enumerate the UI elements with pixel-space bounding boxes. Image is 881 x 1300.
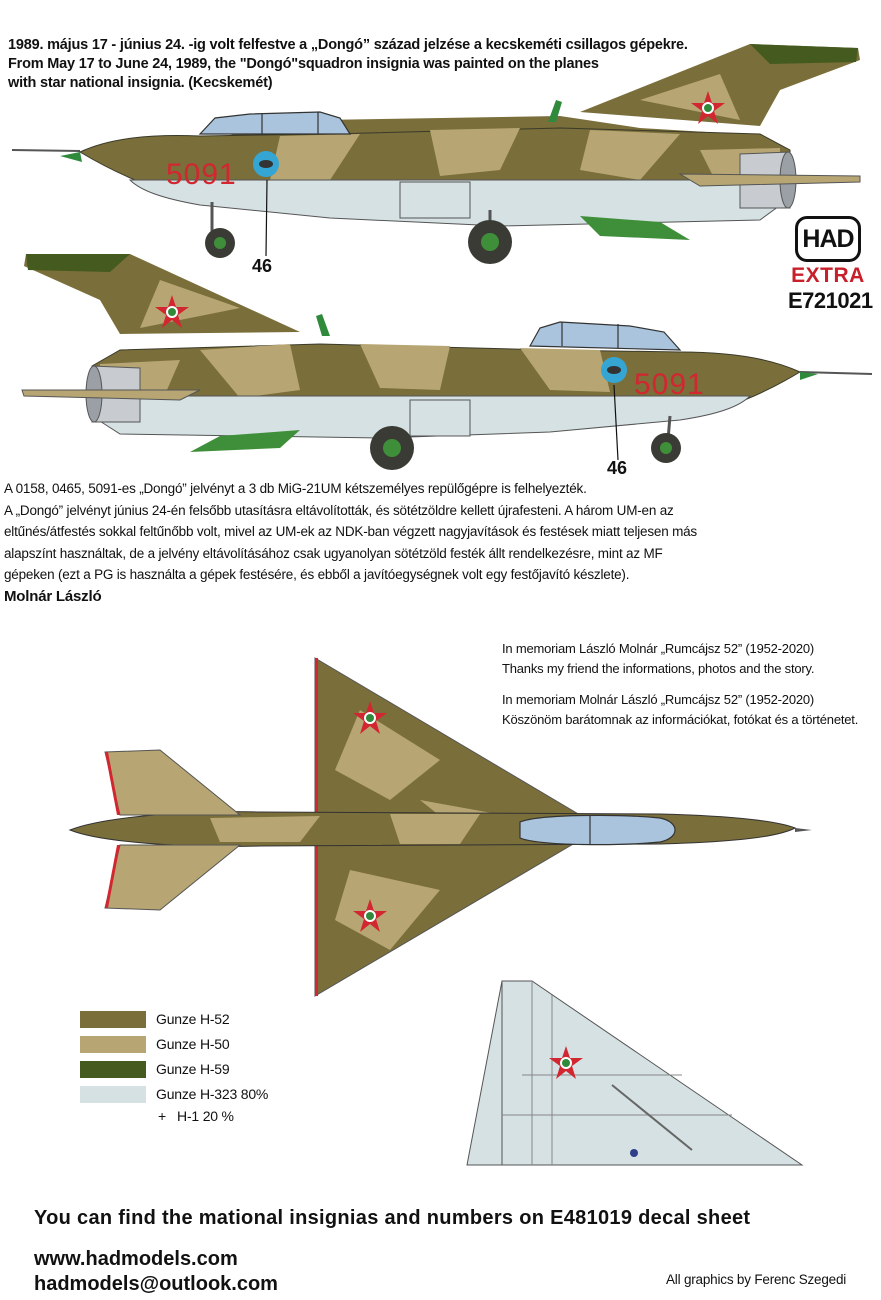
contact-block: [34, 1247, 278, 1297]
description-line: gépeken (ezt a PG is használta a gépek festésére, és ebből a javítóegységnek volt egy festőjavító készlete).: [4, 567, 630, 582]
callout-number-bottom: 46: [607, 458, 628, 478]
memoriam-hu-line: In memoriam Molnár László „Rumcájsz 52” (1952-2020): [502, 692, 815, 707]
color-label: Gunze H-50: [156, 1036, 230, 1052]
description-line: A „Dongó” jelvényt június 24-én felsőbb utasításra eltávolították, és sötétzöldre kellett újrafesteni. A három UM-en az: [4, 502, 674, 518]
serial-number-left: 5091: [634, 368, 705, 401]
color-swatch-row: [80, 1083, 268, 1105]
memoriam-en-line: In memoriam László Molnár „Rumcájsz 52” (1952-2020): [502, 641, 815, 656]
description-paragraph: [4, 478, 697, 607]
description-line: A 0158, 0465, 5091-es „Dongó” jelvényt a 3 db MiG-21UM kétszemélyes repülőgépre is felhelyezték.: [4, 481, 587, 496]
color-swatch-row: [80, 1008, 229, 1030]
author-name: Molnár László: [4, 587, 102, 605]
color-label: Gunze H-323 80%: [156, 1086, 269, 1102]
tail-fin-detail: [462, 975, 812, 1175]
memoriam-hu-line: Köszönöm barátomnak az információkat, fotókat és a történetet.: [502, 712, 859, 727]
aircraft-profile-left: [0, 240, 881, 480]
email-link[interactable]: hadmodels@outlook.com: [34, 1273, 278, 1295]
color-extra-label: + H-1 20 %: [158, 1108, 234, 1124]
color-swatch: [80, 1061, 146, 1078]
color-swatch-row: [80, 1033, 229, 1055]
callout-number-top: 46: [252, 256, 273, 276]
memoriam-en-line: Thanks my friend the informations, photos and the story.: [502, 661, 815, 676]
logo-extra-text: EXTRA: [791, 264, 865, 287]
color-swatch: [80, 1011, 146, 1028]
color-swatch-row: [80, 1058, 229, 1080]
color-label: Gunze H-52: [156, 1011, 230, 1027]
decal-sheet-notice: You can find the mational insignias and numbers on E481019 decal sheet: [34, 1207, 751, 1229]
graphics-credit: All graphics by Ferenc Szegedi: [666, 1272, 847, 1287]
website-link[interactable]: www.hadmodels.com: [34, 1248, 238, 1270]
header-line-en-2: with star national insignia. (Kecskemét): [8, 75, 273, 91]
serial-number-right: 5091: [166, 158, 237, 191]
header-line-en-1: From May 17 to June 24, 1989, the "Dongó"squadron insignia was painted on the planes: [8, 56, 599, 72]
description-line: alapszínt használtak, de a jelvény eltávolításához csak ugyanolyan sötétzöld festék állt rendelkezésre, mint az MF: [4, 545, 663, 561]
color-swatch: [80, 1036, 146, 1053]
had-logo-mark: HAD: [795, 216, 861, 262]
aircraft-plan-view: [60, 650, 820, 1000]
header-line-hu: 1989. május 17 - június 24. -ig volt felfestve a „Dongó” század jelzése a kecskeméti csillagos gépekre.: [8, 37, 688, 53]
color-swatch: [80, 1086, 146, 1103]
color-label: Gunze H-59: [156, 1061, 230, 1077]
aircraft-profile-right: [0, 30, 881, 270]
description-line: eltűnés/átfestés sokkal feltűnőbb volt, mivel az UM-ek az NDK-ban végzett nagyjavítások és festések miatt teljesen más: [4, 524, 697, 539]
product-code: E721021: [788, 288, 873, 313]
